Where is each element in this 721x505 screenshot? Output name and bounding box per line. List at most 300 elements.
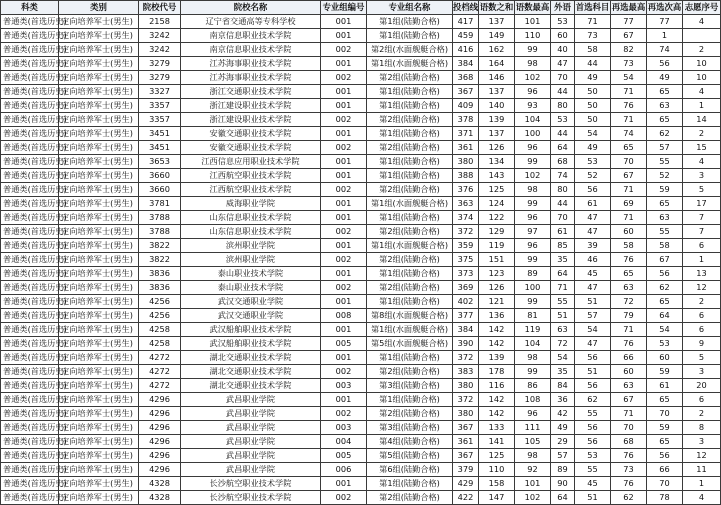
table-cell[interactable]: 73 — [575, 29, 611, 43]
table-cell[interactable]: 江西航空职业技术学院 — [181, 183, 321, 197]
table-cell[interactable]: 46 — [575, 253, 611, 267]
table-cell[interactable]: 第2组(陆勤合格) — [367, 141, 453, 155]
table-cell[interactable]: 72 — [551, 337, 575, 351]
table-cell[interactable]: 定向培养军士(男生) — [59, 281, 139, 295]
table-cell[interactable]: 60 — [647, 351, 683, 365]
table-cell[interactable]: 普通类(首选历史) — [1, 211, 59, 225]
table-cell[interactable]: 2 — [683, 295, 721, 309]
table-cell[interactable]: 武昌职业学院 — [181, 449, 321, 463]
table-cell[interactable]: 134 — [479, 155, 515, 169]
table-cell[interactable]: 4296 — [139, 435, 181, 449]
table-cell[interactable]: 367 — [453, 449, 479, 463]
table-cell[interactable]: 459 — [453, 29, 479, 43]
table-cell[interactable]: 武昌职业学院 — [181, 393, 321, 407]
table-cell[interactable]: 普通类(首选历史) — [1, 253, 59, 267]
table-cell[interactable]: 第1组(陆勤合格) — [367, 351, 453, 365]
table-cell[interactable] — [683, 29, 721, 43]
table-cell[interactable]: 定向培养军士(男生) — [59, 99, 139, 113]
table-cell[interactable]: 101 — [515, 15, 551, 29]
table-cell[interactable]: 86 — [515, 379, 551, 393]
table-cell[interactable]: 70 — [551, 71, 575, 85]
table-cell[interactable]: 普通类(首选历史) — [1, 309, 59, 323]
table-cell[interactable]: 第3组(陆勤合格) — [367, 379, 453, 393]
table-cell[interactable]: 74 — [647, 43, 683, 57]
table-cell[interactable]: 001 — [321, 57, 367, 71]
table-cell[interactable]: 普通类(首选历史) — [1, 57, 59, 71]
table-cell[interactable]: 第1组(陆勤合格) — [367, 155, 453, 169]
table-cell[interactable]: 3242 — [139, 43, 181, 57]
table-cell[interactable]: 373 — [453, 267, 479, 281]
table-cell[interactable]: 121 — [479, 295, 515, 309]
table-cell[interactable]: 53 — [575, 155, 611, 169]
table-cell[interactable]: 383 — [453, 365, 479, 379]
table-cell[interactable]: 4296 — [139, 421, 181, 435]
table-cell[interactable]: 定向培养军士(男生) — [59, 337, 139, 351]
table-cell[interactable]: 15 — [683, 141, 721, 155]
table-cell[interactable]: 56 — [647, 267, 683, 281]
table-cell[interactable]: 92 — [515, 463, 551, 477]
table-cell[interactable]: 123 — [479, 267, 515, 281]
table-cell[interactable]: 76 — [611, 449, 647, 463]
table-cell[interactable]: 63 — [551, 323, 575, 337]
table-cell[interactable]: 4272 — [139, 379, 181, 393]
table-cell[interactable]: 4258 — [139, 337, 181, 351]
table-cell[interactable]: 55 — [647, 225, 683, 239]
table-cell[interactable]: 47 — [575, 225, 611, 239]
table-cell[interactable]: 47 — [575, 281, 611, 295]
table-cell[interactable]: 102 — [515, 169, 551, 183]
table-cell[interactable]: 3836 — [139, 267, 181, 281]
table-cell[interactable]: 4272 — [139, 365, 181, 379]
table-cell[interactable]: 55 — [575, 463, 611, 477]
table-cell[interactable]: 定向培养军士(男生) — [59, 183, 139, 197]
table-cell[interactable]: 71 — [611, 113, 647, 127]
table-cell[interactable]: 武昌职业学院 — [181, 421, 321, 435]
table-cell[interactable]: 005 — [321, 449, 367, 463]
table-cell[interactable]: 001 — [321, 267, 367, 281]
table-cell[interactable]: 371 — [453, 127, 479, 141]
table-cell[interactable]: 普通类(首选历史) — [1, 449, 59, 463]
table-cell[interactable]: 第2组(陆勤合格) — [367, 183, 453, 197]
table-cell[interactable]: 3822 — [139, 239, 181, 253]
table-cell[interactable]: 定向培养军士(男生) — [59, 141, 139, 155]
table-cell[interactable]: 39 — [575, 239, 611, 253]
table-cell[interactable]: 49 — [575, 71, 611, 85]
table-cell[interactable]: 57 — [551, 449, 575, 463]
table-cell[interactable]: 57 — [647, 141, 683, 155]
table-cell[interactable]: 67 — [647, 253, 683, 267]
table-cell[interactable]: 125 — [479, 183, 515, 197]
table-cell[interactable]: 143 — [479, 169, 515, 183]
table-cell[interactable]: 第6组(陆勤合格) — [367, 463, 453, 477]
header-cell[interactable]: 投档线 — [453, 1, 479, 15]
table-cell[interactable]: 001 — [321, 99, 367, 113]
table-cell[interactable]: 20 — [683, 379, 721, 393]
table-cell[interactable]: 普通类(首选历史) — [1, 421, 59, 435]
table-cell[interactable]: 139 — [479, 351, 515, 365]
table-cell[interactable]: 第3组(陆勤合格) — [367, 421, 453, 435]
table-cell[interactable]: 98 — [515, 351, 551, 365]
table-cell[interactable]: 第1组(水面舰艇合格) — [367, 323, 453, 337]
table-cell[interactable]: 66 — [611, 351, 647, 365]
table-cell[interactable]: 63 — [647, 211, 683, 225]
table-cell[interactable]: 4328 — [139, 477, 181, 491]
table-cell[interactable]: 42 — [551, 407, 575, 421]
table-cell[interactable]: 4328 — [139, 491, 181, 505]
table-cell[interactable]: 4 — [683, 85, 721, 99]
table-cell[interactable]: 47 — [551, 57, 575, 71]
table-cell[interactable]: 51 — [575, 295, 611, 309]
table-cell[interactable]: 96 — [515, 211, 551, 225]
table-cell[interactable]: 70 — [551, 211, 575, 225]
table-cell[interactable]: 3 — [683, 169, 721, 183]
table-cell[interactable]: 4 — [683, 155, 721, 169]
header-cell[interactable]: 再选次高 — [647, 1, 683, 15]
table-cell[interactable]: 40 — [551, 43, 575, 57]
table-cell[interactable]: 普通类(首选历史) — [1, 85, 59, 99]
table-cell[interactable]: 普通类(首选历史) — [1, 491, 59, 505]
table-cell[interactable]: 008 — [321, 309, 367, 323]
table-cell[interactable]: 第1组(水面舰艇合格) — [367, 197, 453, 211]
table-cell[interactable]: 第1组(陆勤合格) — [367, 85, 453, 99]
table-cell[interactable]: 6 — [683, 239, 721, 253]
table-cell[interactable]: 001 — [321, 169, 367, 183]
table-cell[interactable]: 93 — [515, 99, 551, 113]
table-cell[interactable]: 51 — [575, 491, 611, 505]
table-cell[interactable]: 380 — [453, 407, 479, 421]
table-cell[interactable]: 56 — [575, 435, 611, 449]
table-cell[interactable]: 第1组(陆勤合格) — [367, 393, 453, 407]
table-cell[interactable]: 定向培养军士(男生) — [59, 155, 139, 169]
table-cell[interactable]: 98 — [515, 57, 551, 71]
table-cell[interactable]: 119 — [479, 239, 515, 253]
table-cell[interactable]: 南京信息职业技术学院 — [181, 43, 321, 57]
table-cell[interactable]: 129 — [479, 225, 515, 239]
table-cell[interactable]: 第1组(陆勤合格) — [367, 169, 453, 183]
table-cell[interactable]: 54 — [647, 323, 683, 337]
table-cell[interactable]: 普通类(首选历史) — [1, 99, 59, 113]
table-cell[interactable]: 3279 — [139, 71, 181, 85]
table-cell[interactable]: 定向培养军士(男生) — [59, 197, 139, 211]
table-cell[interactable]: 65 — [647, 393, 683, 407]
table-cell[interactable]: 安徽交通职业技术学院 — [181, 127, 321, 141]
table-cell[interactable]: 63 — [611, 281, 647, 295]
table-cell[interactable]: 8 — [683, 421, 721, 435]
table-cell[interactable]: 第2组(陆勤合格) — [367, 253, 453, 267]
table-cell[interactable]: 武汉交通职业学院 — [181, 295, 321, 309]
table-cell[interactable]: 57 — [575, 309, 611, 323]
table-cell[interactable]: 79 — [611, 309, 647, 323]
table-cell[interactable]: 江西信息应用职业技术学院 — [181, 155, 321, 169]
table-cell[interactable]: 85 — [551, 239, 575, 253]
table-cell[interactable]: 第1组(陆勤合格) — [367, 29, 453, 43]
table-cell[interactable]: 定向培养军士(男生) — [59, 309, 139, 323]
table-cell[interactable]: 安徽交通职业技术学院 — [181, 141, 321, 155]
table-cell[interactable]: 89 — [515, 267, 551, 281]
table-cell[interactable]: 388 — [453, 169, 479, 183]
table-cell[interactable]: 98 — [515, 449, 551, 463]
table-cell[interactable]: 普通类(首选历史) — [1, 225, 59, 239]
table-cell[interactable]: 142 — [479, 323, 515, 337]
table-cell[interactable]: 61 — [575, 197, 611, 211]
table-cell[interactable]: 90 — [551, 477, 575, 491]
table-cell[interactable]: 64 — [551, 141, 575, 155]
header-cell[interactable]: 科类 — [1, 1, 59, 15]
table-cell[interactable]: 普通类(首选历史) — [1, 183, 59, 197]
table-cell[interactable]: 67 — [611, 29, 647, 43]
table-cell[interactable]: 普通类(首选历史) — [1, 365, 59, 379]
table-cell[interactable]: 长沙航空职业技术学院 — [181, 491, 321, 505]
table-cell[interactable]: 126 — [479, 281, 515, 295]
table-cell[interactable]: 60 — [611, 225, 647, 239]
table-cell[interactable]: 第2组(陆勤合格) — [367, 281, 453, 295]
table-cell[interactable]: 99 — [515, 253, 551, 267]
table-cell[interactable]: 359 — [453, 239, 479, 253]
table-cell[interactable]: 369 — [453, 281, 479, 295]
table-cell[interactable]: 002 — [321, 281, 367, 295]
table-cell[interactable]: 67 — [611, 169, 647, 183]
table-cell[interactable]: 普通类(首选历史) — [1, 379, 59, 393]
table-cell[interactable]: 002 — [321, 225, 367, 239]
table-cell[interactable]: 005 — [321, 337, 367, 351]
table-cell[interactable]: 3660 — [139, 169, 181, 183]
table-cell[interactable]: 001 — [321, 155, 367, 169]
table-cell[interactable]: 定向培养军士(男生) — [59, 393, 139, 407]
table-cell[interactable]: 53 — [551, 15, 575, 29]
table-cell[interactable]: 70 — [611, 155, 647, 169]
table-cell[interactable]: 36 — [551, 393, 575, 407]
table-cell[interactable]: 162 — [479, 43, 515, 57]
table-cell[interactable]: 14 — [683, 113, 721, 127]
table-cell[interactable]: 定向培养军士(男生) — [59, 239, 139, 253]
table-cell[interactable]: 11 — [683, 463, 721, 477]
table-cell[interactable]: 45 — [575, 267, 611, 281]
table-cell[interactable]: 辽宁省交通高等专科学校 — [181, 15, 321, 29]
table-cell[interactable]: 390 — [453, 337, 479, 351]
header-cell[interactable]: 外语 — [551, 1, 575, 15]
table-cell[interactable]: 122 — [479, 211, 515, 225]
table-cell[interactable]: 002 — [321, 407, 367, 421]
table-cell[interactable]: 定向培养军士(男生) — [59, 71, 139, 85]
table-cell[interactable]: 140 — [479, 99, 515, 113]
header-cell[interactable]: 再选最高 — [611, 1, 647, 15]
table-cell[interactable]: 70 — [647, 477, 683, 491]
table-cell[interactable]: 3788 — [139, 225, 181, 239]
table-cell[interactable]: 54 — [611, 71, 647, 85]
table-cell[interactable]: 第2组(陆勤合格) — [367, 365, 453, 379]
table-cell[interactable]: 361 — [453, 141, 479, 155]
table-cell[interactable]: 54 — [575, 323, 611, 337]
table-cell[interactable]: 142 — [479, 337, 515, 351]
table-cell[interactable]: 71 — [575, 15, 611, 29]
table-cell[interactable]: 71 — [611, 407, 647, 421]
table-cell[interactable]: 普通类(首选历史) — [1, 71, 59, 85]
table-cell[interactable]: 4296 — [139, 393, 181, 407]
table-cell[interactable]: 第2组(水面舰艇合格) — [367, 43, 453, 57]
table-cell[interactable]: 44 — [551, 85, 575, 99]
table-cell[interactable]: 武昌职业学院 — [181, 463, 321, 477]
table-cell[interactable]: 60 — [551, 29, 575, 43]
table-cell[interactable]: 110 — [479, 463, 515, 477]
table-cell[interactable]: 51 — [575, 365, 611, 379]
table-cell[interactable]: 9 — [683, 337, 721, 351]
table-cell[interactable]: 372 — [453, 225, 479, 239]
table-cell[interactable]: 4272 — [139, 351, 181, 365]
table-cell[interactable]: 第1组(陆勤合格) — [367, 477, 453, 491]
table-cell[interactable]: 普通类(首选历史) — [1, 113, 59, 127]
table-cell[interactable]: 浙江建设职业技术学院 — [181, 113, 321, 127]
table-cell[interactable]: 6 — [683, 323, 721, 337]
table-cell[interactable]: 定向培养军士(男生) — [59, 253, 139, 267]
table-cell[interactable]: 80 — [551, 183, 575, 197]
table-cell[interactable]: 53 — [647, 337, 683, 351]
table-cell[interactable]: 001 — [321, 351, 367, 365]
table-cell[interactable]: 湖北交通职业技术学院 — [181, 379, 321, 393]
table-cell[interactable]: 2 — [683, 127, 721, 141]
table-cell[interactable]: 第2组(陆勤合格) — [367, 491, 453, 505]
table-cell[interactable]: 普通类(首选历史) — [1, 323, 59, 337]
table-cell[interactable]: 002 — [321, 183, 367, 197]
table-cell[interactable]: 99 — [515, 197, 551, 211]
table-cell[interactable]: 68 — [611, 435, 647, 449]
table-cell[interactable]: 61 — [647, 379, 683, 393]
table-cell[interactable]: 380 — [453, 155, 479, 169]
table-cell[interactable]: 定向培养军士(男生) — [59, 323, 139, 337]
table-cell[interactable]: 001 — [321, 393, 367, 407]
table-cell[interactable]: 3357 — [139, 99, 181, 113]
table-cell[interactable]: 定向培养军士(男生) — [59, 169, 139, 183]
table-cell[interactable]: 53 — [575, 449, 611, 463]
table-cell[interactable]: 44 — [551, 127, 575, 141]
table-cell[interactable]: 3357 — [139, 113, 181, 127]
table-cell[interactable]: 137 — [479, 15, 515, 29]
table-cell[interactable]: 63 — [611, 379, 647, 393]
table-cell[interactable]: 71 — [611, 183, 647, 197]
table-cell[interactable]: 101 — [515, 477, 551, 491]
table-cell[interactable]: 71 — [611, 85, 647, 99]
table-cell[interactable]: 146 — [479, 71, 515, 85]
table-cell[interactable]: 3653 — [139, 155, 181, 169]
table-cell[interactable]: 84 — [551, 379, 575, 393]
table-cell[interactable]: 定向培养军士(男生) — [59, 225, 139, 239]
table-cell[interactable]: 定向培养军士(男生) — [59, 463, 139, 477]
table-cell[interactable]: 普通类(首选历史) — [1, 463, 59, 477]
table-cell[interactable]: 66 — [647, 463, 683, 477]
table-cell[interactable]: 372 — [453, 351, 479, 365]
table-cell[interactable]: 第1组(陆勤合格) — [367, 295, 453, 309]
table-cell[interactable]: 4 — [683, 491, 721, 505]
table-cell[interactable]: 3 — [683, 365, 721, 379]
table-cell[interactable]: 102 — [515, 491, 551, 505]
table-cell[interactable]: 定向培养军士(男生) — [59, 351, 139, 365]
table-cell[interactable]: 71 — [611, 211, 647, 225]
table-cell[interactable]: 141 — [479, 435, 515, 449]
table-cell[interactable]: 81 — [515, 309, 551, 323]
header-cell[interactable]: 院校代号 — [139, 1, 181, 15]
table-cell[interactable]: 76 — [611, 337, 647, 351]
table-cell[interactable]: 99 — [515, 155, 551, 169]
table-cell[interactable]: 002 — [321, 43, 367, 57]
table-cell[interactable]: 定向培养军士(男生) — [59, 365, 139, 379]
table-cell[interactable]: 定向培养军士(男生) — [59, 421, 139, 435]
table-cell[interactable]: 367 — [453, 85, 479, 99]
table-cell[interactable]: 001 — [321, 197, 367, 211]
table-cell[interactable]: 第1组(陆勤合格) — [367, 15, 453, 29]
header-cell[interactable]: 语数最高 — [515, 1, 551, 15]
table-cell[interactable]: 江苏海事职业技术学院 — [181, 57, 321, 71]
table-cell[interactable]: 55 — [647, 155, 683, 169]
table-cell[interactable]: 4 — [683, 15, 721, 29]
table-cell[interactable]: 普通类(首选历史) — [1, 393, 59, 407]
table-cell[interactable]: 65 — [647, 113, 683, 127]
table-cell[interactable]: 96 — [515, 141, 551, 155]
table-cell[interactable]: 第1组(水面舰艇合格) — [367, 239, 453, 253]
table-cell[interactable]: 长沙航空职业技术学院 — [181, 477, 321, 491]
table-cell[interactable]: 96 — [515, 407, 551, 421]
table-cell[interactable]: 002 — [321, 141, 367, 155]
table-cell[interactable]: 65 — [647, 295, 683, 309]
table-cell[interactable]: 普通类(首选历史) — [1, 267, 59, 281]
table-cell[interactable]: 137 — [479, 85, 515, 99]
table-cell[interactable]: 367 — [453, 421, 479, 435]
header-cell[interactable]: 专业组名称 — [367, 1, 453, 15]
table-cell[interactable]: 53 — [551, 113, 575, 127]
table-cell[interactable]: 98 — [515, 183, 551, 197]
table-cell[interactable]: 149 — [479, 29, 515, 43]
table-cell[interactable]: 滨州职业学院 — [181, 239, 321, 253]
table-cell[interactable]: 119 — [515, 323, 551, 337]
table-cell[interactable]: 56 — [647, 449, 683, 463]
table-cell[interactable]: 第1组(陆勤合格) — [367, 127, 453, 141]
table-cell[interactable]: 10 — [683, 71, 721, 85]
table-cell[interactable]: 133 — [479, 421, 515, 435]
table-cell[interactable]: 002 — [321, 253, 367, 267]
table-cell[interactable]: 55 — [551, 295, 575, 309]
table-cell[interactable]: 定向培养军士(男生) — [59, 85, 139, 99]
table-cell[interactable]: 70 — [611, 421, 647, 435]
header-cell[interactable]: 专业组编号 — [321, 1, 367, 15]
table-cell[interactable]: 001 — [321, 85, 367, 99]
table-cell[interactable]: 第8组(水面舰艇合格) — [367, 309, 453, 323]
table-cell[interactable]: 普通类(首选历史) — [1, 155, 59, 169]
table-cell[interactable]: 4256 — [139, 309, 181, 323]
table-cell[interactable]: 3451 — [139, 141, 181, 155]
table-cell[interactable]: 76 — [611, 99, 647, 113]
table-cell[interactable]: 普通类(首选历史) — [1, 169, 59, 183]
table-cell[interactable]: 368 — [453, 71, 479, 85]
table-cell[interactable]: 3836 — [139, 281, 181, 295]
table-cell[interactable]: 62 — [647, 281, 683, 295]
table-cell[interactable]: 70 — [647, 407, 683, 421]
table-cell[interactable]: 004 — [321, 435, 367, 449]
table-cell[interactable]: 422 — [453, 491, 479, 505]
table-cell[interactable]: 89 — [551, 463, 575, 477]
table-cell[interactable]: 第2组(陆勤合格) — [367, 407, 453, 421]
table-cell[interactable]: 001 — [321, 29, 367, 43]
table-cell[interactable]: 78 — [647, 491, 683, 505]
table-cell[interactable]: 178 — [479, 365, 515, 379]
table-cell[interactable]: 泰山职业技术学院 — [181, 281, 321, 295]
table-cell[interactable]: 100 — [515, 127, 551, 141]
table-cell[interactable]: 3822 — [139, 253, 181, 267]
table-cell[interactable]: 379 — [453, 463, 479, 477]
table-cell[interactable]: 3788 — [139, 211, 181, 225]
table-cell[interactable]: 55 — [575, 407, 611, 421]
table-cell[interactable]: 65 — [611, 141, 647, 155]
table-cell[interactable]: 142 — [479, 393, 515, 407]
table-cell[interactable]: 4296 — [139, 407, 181, 421]
table-cell[interactable]: 61 — [551, 225, 575, 239]
